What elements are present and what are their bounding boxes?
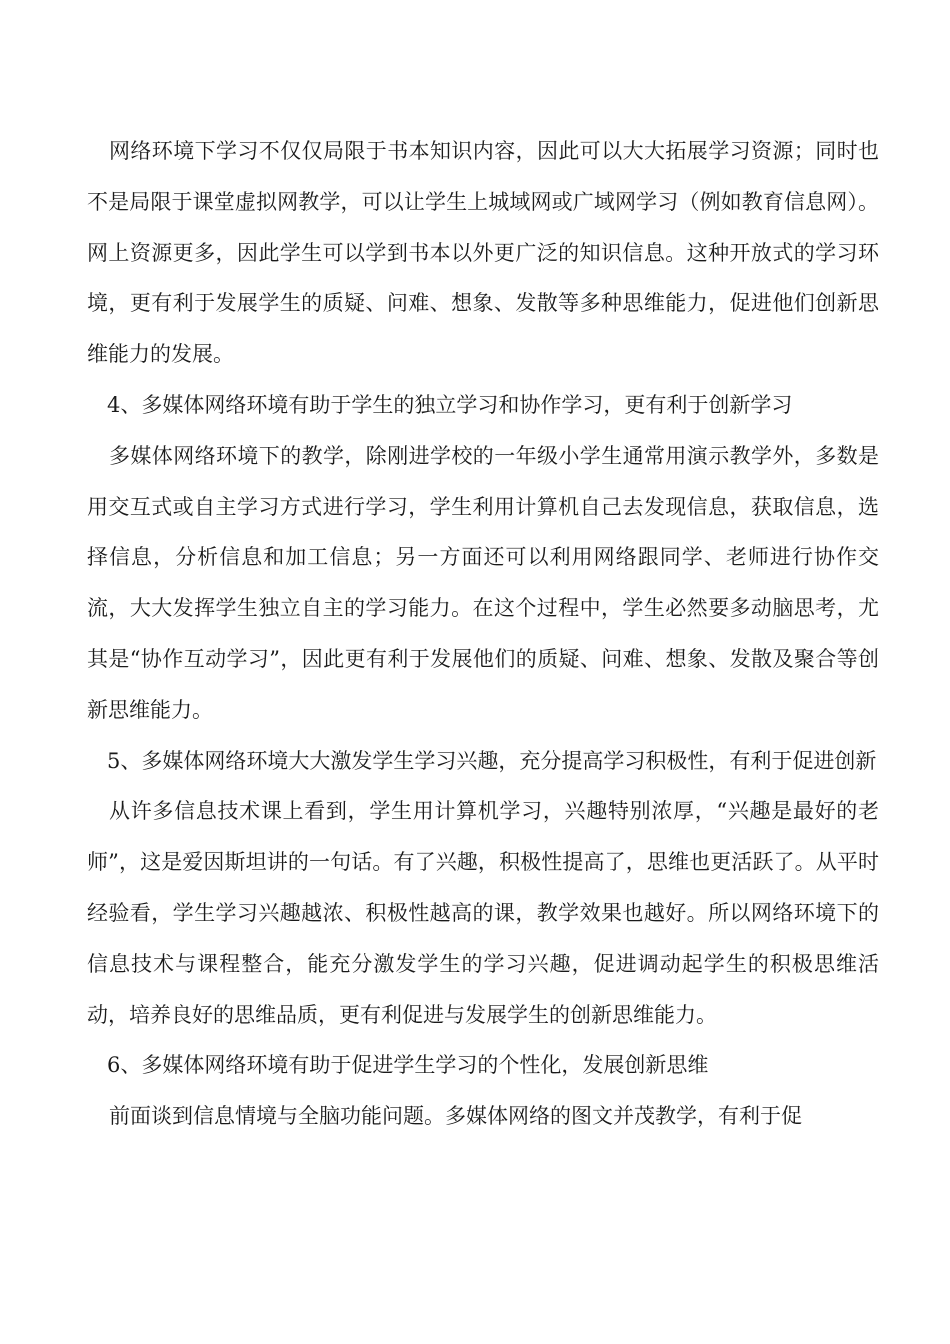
document-body: [87, 126, 879, 1142]
section-heading-4: 4、多媒体网络环境有助于学生的独立学习和协作学习，更有利于创新学习: [107, 392, 793, 417]
paragraph-network-learning: 网络环境下学习不仅仅局限于书本知识内容，因此可以大大拓展学习资源；同时也不是局限于课堂虚拟网教学，可以让学生上城域网或广域网学习（例如教育信息网）。网上资源更多，因此学生可以学到书本以外更广泛的知识信息。这种开放式的学习环境，更有利于发展学生的质疑、问难、想象、发散等多种思维能力，促进他们创新思维能力的发展。: [87, 139, 879, 367]
paragraph-interest: 从许多信息技术课上看到，学生用计算机学习，兴趣特别浓厚，“兴趣是最好的老师”，这是爱因斯坦讲的一句话。有了兴趣，积极性提高了，思维也更活跃了。从平时经验看，学生学习兴趣越浓、积极性越高的课，教学效果也越好。所以网络环境下的信息技术与课程整合，能充分激发学生的学习兴趣，促进调动起学生的积极思维活动，培养良好的思维品质，更有利促进与发展学生的创新思维能力。: [87, 799, 879, 1027]
section-heading-6: 6、多媒体网络环境有助于促进学生学习的个性化，发展创新思维: [107, 1053, 709, 1078]
paragraph-personalization: 前面谈到信息情境与全脑功能问题。多媒体网络的图文并茂教学，有利于促: [109, 1104, 802, 1129]
section-heading-5: 5、多媒体网络环境大大激发学生学习兴趣，充分提高学习积极性，有利于促进创新: [107, 748, 877, 773]
paragraph-independent-learning: 多媒体网络环境下的教学，除刚进学校的一年级小学生通常用演示教学外，多数是用交互式或自主学习方式进行学习，学生利用计算机自己去发现信息，获取信息，选择信息，分析信息和加工信息；另一方面还可以利用网络跟同学、老师进行协作交流，大大发挥学生独立自主的学习能力。在这个过程中，学生必然要多动脑思考，尤其是“协作互动学习”，因此更有利于发展他们的质疑、问难、想象、发散及聚合等创新思维能力。: [87, 443, 879, 722]
